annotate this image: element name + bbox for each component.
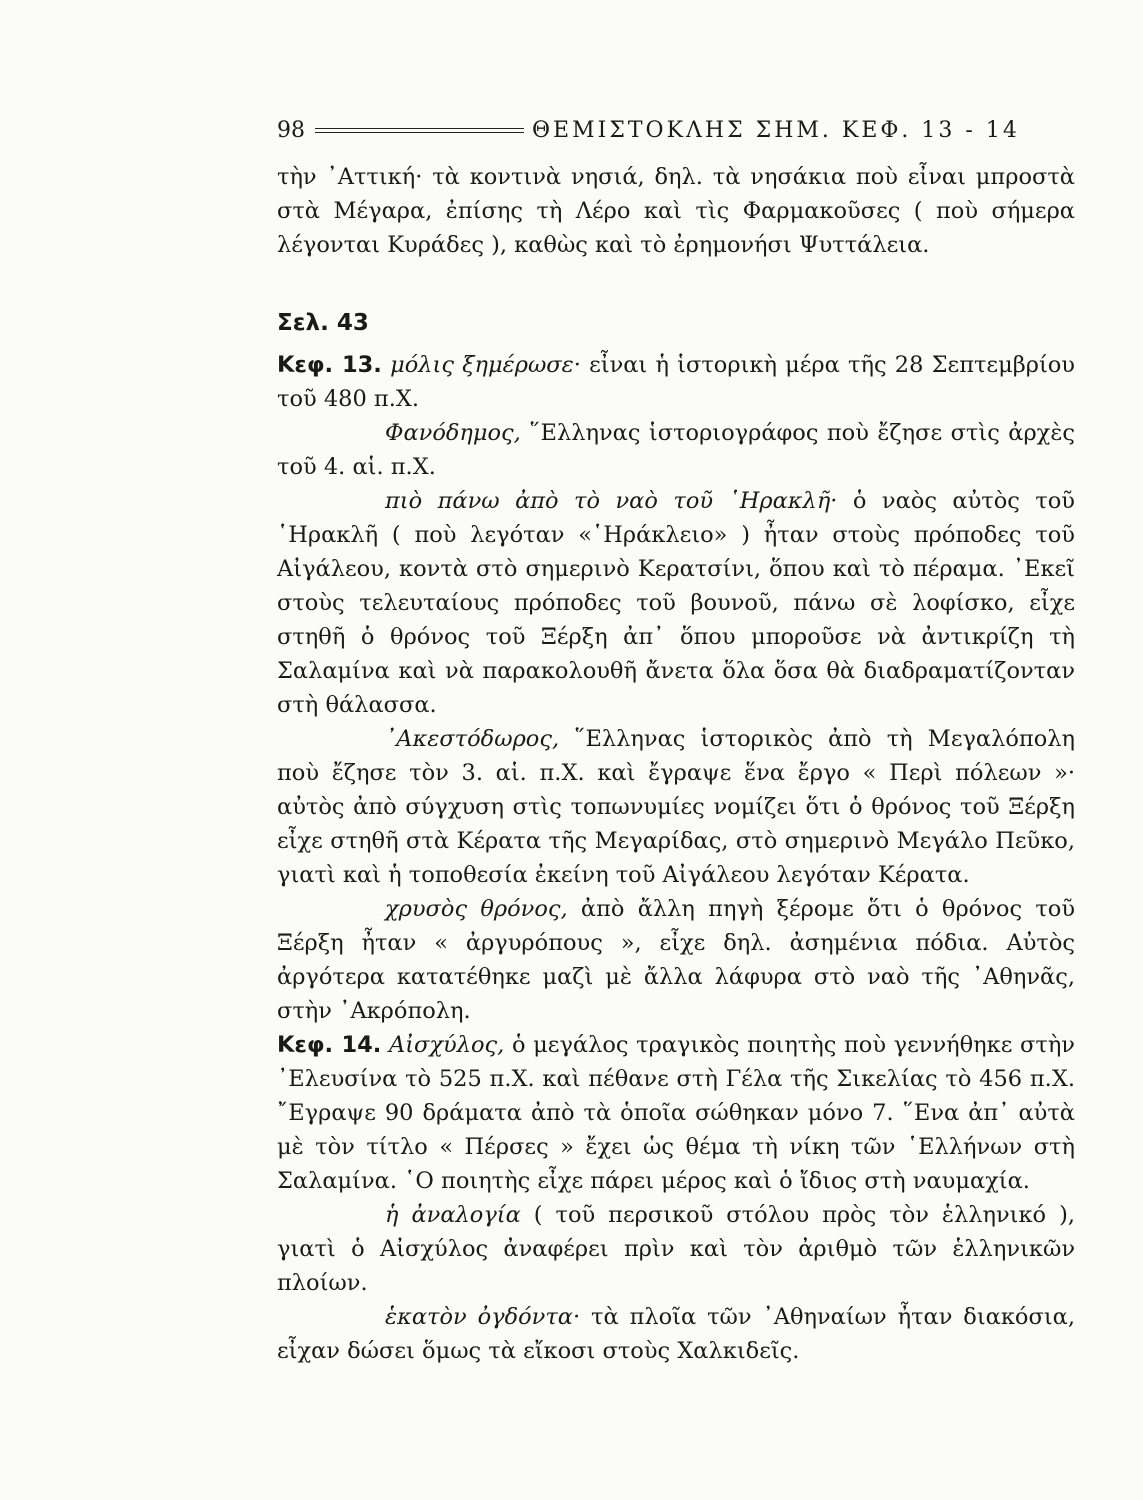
paragraph: [277, 416, 1075, 484]
paragraph: τὴν ᾿Αττική· τὰ κοντινὰ νησιά, δηλ. τὰ νησάκια ποὺ εἶναι μπροστὰ στὰ Μέγαρα, ἐπίσης τὴ Λέρο καὶ τὶς Φαρμακοῦσες ( ποὺ σήμερα λέγονται Κυράδες ), καθὼς καὶ τὸ ἐρημονήσι Ψυττάλεια.: [277, 164, 1075, 258]
chapter-label: Κεφ. 14.: [277, 1032, 382, 1058]
header-rule: [315, 128, 524, 133]
lemma: χρυσὸς θρόνος,: [385, 896, 568, 922]
paragraph: [277, 1300, 1075, 1368]
note-text: τὰ πλοῖα τῶν ᾿Αθηναίων ἦταν διακόσια, εἶχαν δώσει ὅμως τὰ εἴκοσι στοὺς Χαλκιδεῖς.: [277, 1304, 1075, 1364]
note-text: ῞Ελληνας ἱστοριογράφος ποὺ ἔζησε στὶς ἀρχὲς τοῦ 4. αἱ. π.Χ.: [277, 420, 1075, 480]
paragraph: [277, 484, 1075, 722]
lemma: ᾿Ακεστόδωρος,: [385, 726, 560, 752]
note-text: ἀπὸ ἄλλη πηγὴ ξέρομε ὅτι ὁ θρόνος τοῦ Ξέρξη ἦταν « ἀργυρόπους », εἶχε δηλ. ἀσημένια πόδια. Αὐτὸς ἀργότερα κατατέθηκε μαζὶ μὲ ἄλλα λάφυρα στὸ ναὸ τῆς ᾿Αθηνᾶς, στὴν ᾿Ακρόπολη.: [277, 896, 1075, 1024]
note-text: ὁ μεγάλος τραγικὸς ποιητὴς ποὺ γεννήθηκε στὴν ᾿Ελευσίνα τὸ 525 π.Χ. καὶ πέθανε στὴ Γέλα τῆς Σικελίας τὸ 456 π.Χ. ῎Εγραψε 90 δράματα ἀπὸ τὰ ὁποῖα σώθηκαν μόνο 7. ῞Ενα ἀπ᾿ αὐτὰ μὲ τὸν τίτλο « Πέρσες » ἔχει ὡς θέμα τὴ νίκη τῶν ῾Ελλήνων στὴ Σαλαμίνα. ῾Ο ποιητὴς εἶχε πάρει μέρος καὶ ὁ ἴδιος στὴ ναυμαχία.: [277, 1032, 1075, 1194]
chapter-label: Κεφ. 13.: [277, 352, 382, 378]
lemma: Φανόδημος,: [385, 420, 521, 446]
note-text: εἶναι ἡ ἱστορικὴ μέρα τῆς 28 Σεπτεμβρίου τοῦ 480 π.Χ.: [277, 352, 1075, 412]
paragraph: [277, 1028, 1075, 1198]
note-text: ὁ ναὸς αὐτὸς τοῦ ῾Ηρακλῆ ( ποὺ λεγόταν «῾Ηράκλειο» ) ἦταν στοὺς πρόποδες τοῦ Αἰγάλεου, κοντὰ στὸ σημερινὸ Κερατσίνι, ὅπου καὶ τὸ πέραμα. ᾿Εκεῖ στοὺς τελευταίους πρόποδες τοῦ βουνοῦ, πάνω σὲ λοφίσκο, εἶχε στηθῆ ὁ θρόνος τοῦ Ξέρξη ἀπ᾿ ὅπου μποροῦσε νὰ ἀντικρίζη τὴ Σαλαμίνα καὶ νὰ παρακολουθῆ ἄνετα ὅλα ὅσα θὰ διαδραματίζονταν στὴ θάλασσα.: [277, 488, 1075, 718]
lemma: μόλις ξημέρωσε·: [390, 352, 581, 378]
running-header: [277, 112, 1075, 148]
running-title: ΘΕΜΙΣΤΟΚΛΗΣ ΣΗΜ. ΚΕΦ. 13 - 14: [532, 117, 1020, 143]
lemma: πιὸ πάνω ἀπὸ τὸ ναὸ τοῦ ῾Ηρακλῆ·: [385, 488, 838, 514]
lemma: Αἰσχύλος,: [388, 1032, 505, 1058]
page-number: 98: [277, 117, 305, 143]
paragraph: [277, 722, 1075, 892]
paragraph: [277, 1198, 1075, 1300]
section-heading: Σελ. 43: [277, 310, 369, 336]
body-text: [277, 160, 1075, 1368]
lemma: ἑκατὸν ὀγδόντα·: [385, 1304, 581, 1330]
paragraph: [277, 348, 1075, 416]
lemma: ἡ ἀναλογία: [385, 1202, 521, 1228]
paragraph: [277, 892, 1075, 1028]
note-text: ( τοῦ περσικοῦ στόλου πρὸς τὸν ἑλληνικό ), γιατὶ ὁ Αἰσχύλος ἀναφέρει πρὶν καὶ τὸν ἀριθμὸ τῶν ἑλληνικῶν πλοίων.: [277, 1202, 1075, 1296]
note-text: ῞Ελληνας ἱστορικὸς ἀπὸ τὴ Μεγαλόπολη ποὺ ἔζησε τὸν 3. αἱ. π.Χ. καὶ ἔγραψε ἕνα ἔργο « Περὶ πόλεων »· αὐτὸς ἀπὸ σύγχυση στὶς τοπωνυμίες νομίζει ὅτι ὁ θρόνος τοῦ Ξέρξη εἶχε στηθῆ στὰ Κέρατα τῆς Μεγαρίδας, στὸ σημερινὸ Μεγάλο Πεῦκο, γιατὶ καὶ ἡ τοποθεσία ἐκείνη τοῦ Αἰγάλεου λεγόταν Κέρατα.: [277, 726, 1075, 888]
